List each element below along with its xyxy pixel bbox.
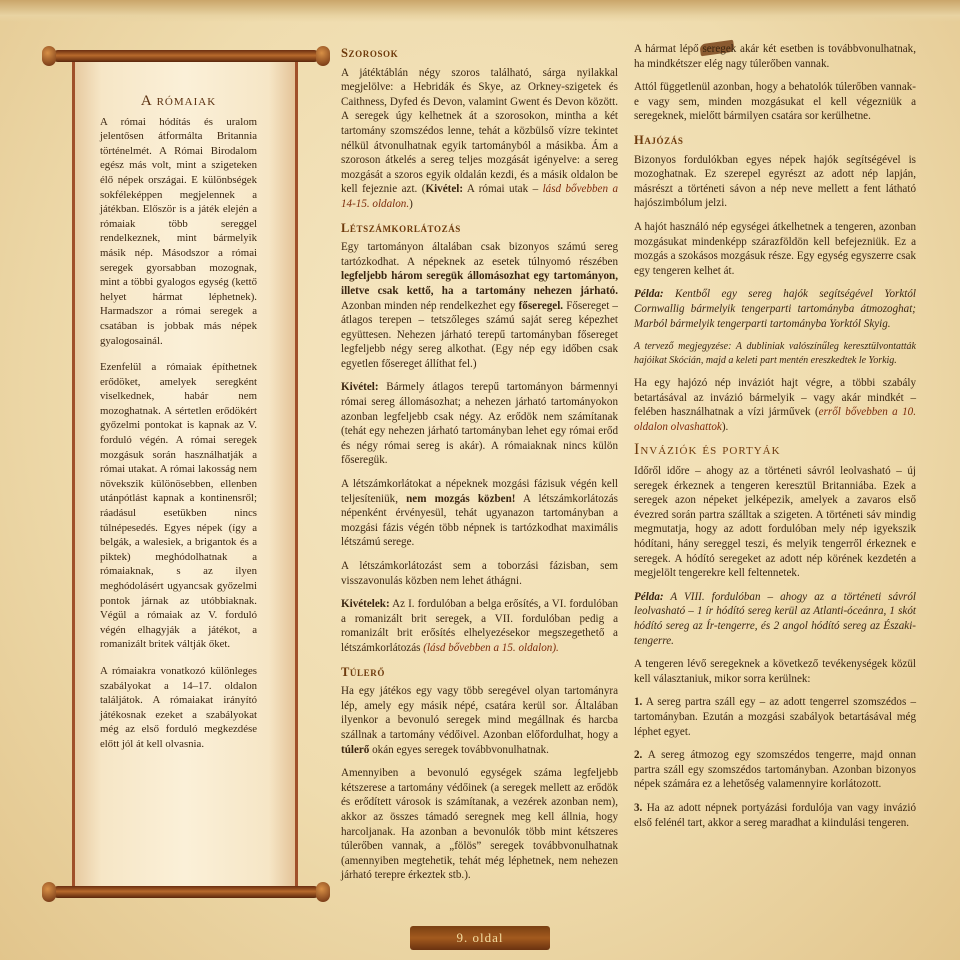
romans-sidebar-text (100, 94, 257, 764)
invasions-example: Példa: A VIII. fordulóban – ahogy az a történeti sávról leolvasható – 1 ír hódító sereg kerül az Atlanti-óceánra, 1 skót hódító sereg az Ír-tengerre, és 2 angol hódító sereg az Északi-tengerre. (634, 590, 916, 647)
heading-stacking-limit: Létszámkorlátozás (341, 220, 461, 235)
romans-paragraph-3: A rómaiakra vonatkozó különleges szabályokat a 14–17. oldalon találjátok. A rómaiakat irányító játékosnak ezeket a szabályokat még az első forduló megkezdése előtt jól át kell olvasnia. (100, 664, 257, 750)
sailing-paragraph-2: A hajót használó nép egységei átkelhetnek a tengeren, azonban mozgásukat mindenképp szárazföldön kell befejezniük. Ez a mozgás a szokásos mozgásuk része. Egy egység egyszerre csak egy tengeren kelhet át. (634, 220, 916, 277)
straits-paragraph: A játéktáblán négy szoros található, sárga nyilakkal megjelölve: a Hebridák és Skye, az Orkney-szigetek és Caithness, Dyfed és Devon, valamint Gwent és Devon között. A seregek úgy kelhetnek át a szorosokon, mintha a két tartomány szomszédos lenne, tehát a közbülső vízre tekintet nélkül átvonulhatnak egyik tartományból a másikba. Ám a szoroson átkelés a sereg teljes mozgását igényelve: a sereg mozgását a szoros egyik oldalán kezdi, és a másik oldalon be kell fejeznie azt. (Kivétel: A római utak – lásd bővebben a 14-15. oldalon.) (341, 66, 618, 210)
designer-note: A tervező megjegyzése: A dubliniak valószínűleg keresztülvontatták hajóikat Skócián, majd a keleti part mentén ereszkedtek le Yorkig. (634, 341, 916, 366)
invasions-paragraph-2: A tengeren lévő seregeknek a következő tevékenységek közül kell választaniuk, mikor sorra kerülnek: (634, 658, 916, 685)
romans-paragraph-2: Ezenfelül a rómaiak építhetnek erődöket, amelyek seregként viselkednek, habár nem mozoghatnak. A sértetlen erődökért győzelmi pontokat is kapnak az V. forduló végén. A római seregek mozgásuk során használhatják a római utakat. A római lakosság nem növekszik különösebben, ellenben utánpótlást kapnak a kontinensről; ráadásul esetükben nincs túlnépesedés. Egyes népek (így a belgák, a walesiek, a brigantok és a piktek) meghódolhatnak a rómaiaknak, s az ilyen meghódolásért ugyancsak győzelmi pontok járnak az utóbbiaknak. Végül a rómaiak az V. forduló végén elhagyják a játékot, a romanizált britek váltják őket. (100, 361, 257, 651)
rod-knob-icon (316, 46, 330, 66)
option-3: 3. Ha az adott népnek portyázási fordulója van vagy invázió első felénél tart, akkor a sereg maradhat a kiindulási tengeren. (634, 801, 916, 829)
heading-straits: Szorosok (341, 46, 399, 60)
middle-column (341, 42, 618, 892)
scroll-rod-bottom (52, 886, 320, 898)
stacking-paragraph-1: Egy tartományon általában csak bizonyos számú sereg tartózkodhat. A népeknek az esetek túlnyomó részében legfeljebb három seregük állomásozhat egy tartományon, illetve csak kettő, ha a tartomány nehezen járható. Azonban minden nép rendelkezhet egy főseregel. Fősereget – átlagos terepen – tetszőleges számú saját sereg képezhet együttesen. Nehezen járható terepű tartományban fősereget legfeljebb négy sereg alkothat. (Egy nép egy időben csak egyetlen fősereget állíthat fel.) (341, 241, 618, 370)
overrun-paragraph-2: Amennyiben a bevonuló egységek száma legfeljebb kétszerese a tartomány védőinek (a seregek mellett az erődök és erődített városok is számítanak, a vezérek azonban nem), akkor az összes támadó seregnek meg kell állnia, hogy harcoljanak. Ha azonban a bevonulók több mint kétszeres túlerőben vannak, a „fölös” seregek továbbvonulhatnak (amennyiben megtehetik, tehát még léphetnek, nem nehezen járható terepre érkeztek stb.). (341, 767, 618, 882)
overrun-paragraph-3: A hármat lépő seregek akár két esetben is továbbvonulhatnak, ha mindkétszer elég nagy túlerőben vannak. (634, 43, 916, 70)
option-2: 2. A sereg átmozog egy szomszédos tengerre, majd onnan partra száll egy szomszédos tartományban. Azonban bizonyos népek számára ez a lehetőség valamennyire korlátozott. (634, 749, 916, 791)
stacking-paragraph-4: A létszámkorlátozást sem a toborzási fázisban, sem visszavonulás közben nem lehet áthágni. (341, 560, 618, 587)
sailing-paragraph-1: Bizonyos fordulókban egyes népek hajók segítségével is mozoghatnak. Ez szerepel egyrészt az adott nép lapján, másrészt a történeti sávon a nép neve mellett a fent látható hajószimbólum jelzi. (634, 153, 916, 210)
stacking-paragraph-2: Kivétel: Bármely átlagos terepű tartományon bármennyi római sereg állomásozhat; a nehezen járható tartományokon azonban legfeljebb csak négy. Az erődök nem számítanak (tehát egy nehezen járható tartományban lehet egy római erőd és négy római sereg is akár). A rómaiaknak nincs külön főseregük. (341, 381, 618, 467)
sailing-example: Példa: Kentből egy sereg hajók segítségével Yorktól Cornwallig bármelyik tengerparti tartományba átmozoghat; Marból bármelyik tengerparti tartományba Yorktól Skyig. (634, 288, 916, 330)
stacking-paragraph-5: Kivételek: Az I. fordulóban a belga erősítés, a VI. fordulóban a romanizált brit seregek, a VII. fordulóban pedig a romanizált brit erősítés elhelyezésekor megszegethető a létszámkorlátozás (lásd bővebben a 15. oldalon). (341, 598, 618, 654)
scroll-rod-top (52, 50, 320, 62)
heading-invasions: Inváziók és portyák (634, 441, 781, 459)
rod-knob-icon (316, 882, 330, 902)
top-border (0, 0, 960, 22)
right-column (634, 42, 916, 839)
invasions-paragraph-1: Időről időre – ahogy az a történeti sávról leolvasható – új seregek érkeznek a tengeren keresztül Britanniába. Ezek a seregek azon népeket jelképezik, amelyek a zavaros első évezred során partra szálltak a szigeten. A történeti sáv mindig megmutatja, hogy az adott fordulóban mely nép igyekszik hódítani, hány sereggel teszi, és melyik tengerről érkeznek e seregek. A hódító seregeket az adott nép körének kezdetén a megjelölt tengerekre kell feltennetek. (634, 465, 916, 580)
stacking-paragraph-3: A létszámkorlátokat a népeknek mozgási fázisuk végén kell teljesíteniük, nem mozgás közben! A létszámkorlátozás népenként érvényesül, tehát ugyanazon tartományban a mozgási fázis végén több népnek is tartózkodhat maximális létszámú serege. (341, 478, 618, 549)
page-number: 9. oldal (410, 926, 550, 950)
overrun-paragraph-4: Attól függetlenül azonban, hogy a behatolók túlerőben vannak-e vagy sem, minden mozgásukat el kell végezniük a seregeknek, mielőtt bármilyen csatára sor kerülhetne. (634, 81, 916, 123)
rod-knob-icon (42, 46, 56, 66)
heading-overrun: Túlerő (341, 664, 385, 679)
overrun-paragraph-1: Ha egy játékos egy vagy több seregével olyan tartományra lép, amely egy másik népé, csatára kerül sor. Általában ilyenkor a bevonuló seregek mind megállnak és harcba szállnak a tartomány védőivel. Azonban előfordulhat, hogy a túlerő okán egyes seregek továbbvonulhatnak. (341, 685, 618, 756)
option-1: 1. A sereg partra száll egy – az adott tengerrel szomszédos – tartományban. Ezután a mozgási szabályok betartásával még léphet egyet. (634, 696, 916, 738)
sailing-paragraph-3: Ha egy hajózó nép inváziót hajt végre, a többi szabály betartásával az invázió bármelyik – vagy akár mindkét – felében használhatnak a vízi járművek (erről bővebben a 10. oldalon olvashattok). (634, 377, 916, 433)
romans-title: A rómaiak (140, 93, 217, 109)
romans-paragraph-1: A római hódítás és uralom jelentősen átformálta Britannia történelmét. A Római Birodalom egész más volt, mint a szigeteken élő népek országai. E különbségek sokféleképpen megjelennek a játékban. Először is a játék elején a rómaiak több sereggel rendelkeznek, mint bármelyik másik nép. Másodszor a római seregek gyorsabban mozognak, mint a többi gyalogos egység (kettő helyet hármat léphetnek). Harmadszor a római seregek a csatában is jobbak más népek gyalogosainál. (100, 115, 257, 347)
heading-sailing: Hajózás (634, 132, 684, 147)
rod-knob-icon (42, 882, 56, 902)
